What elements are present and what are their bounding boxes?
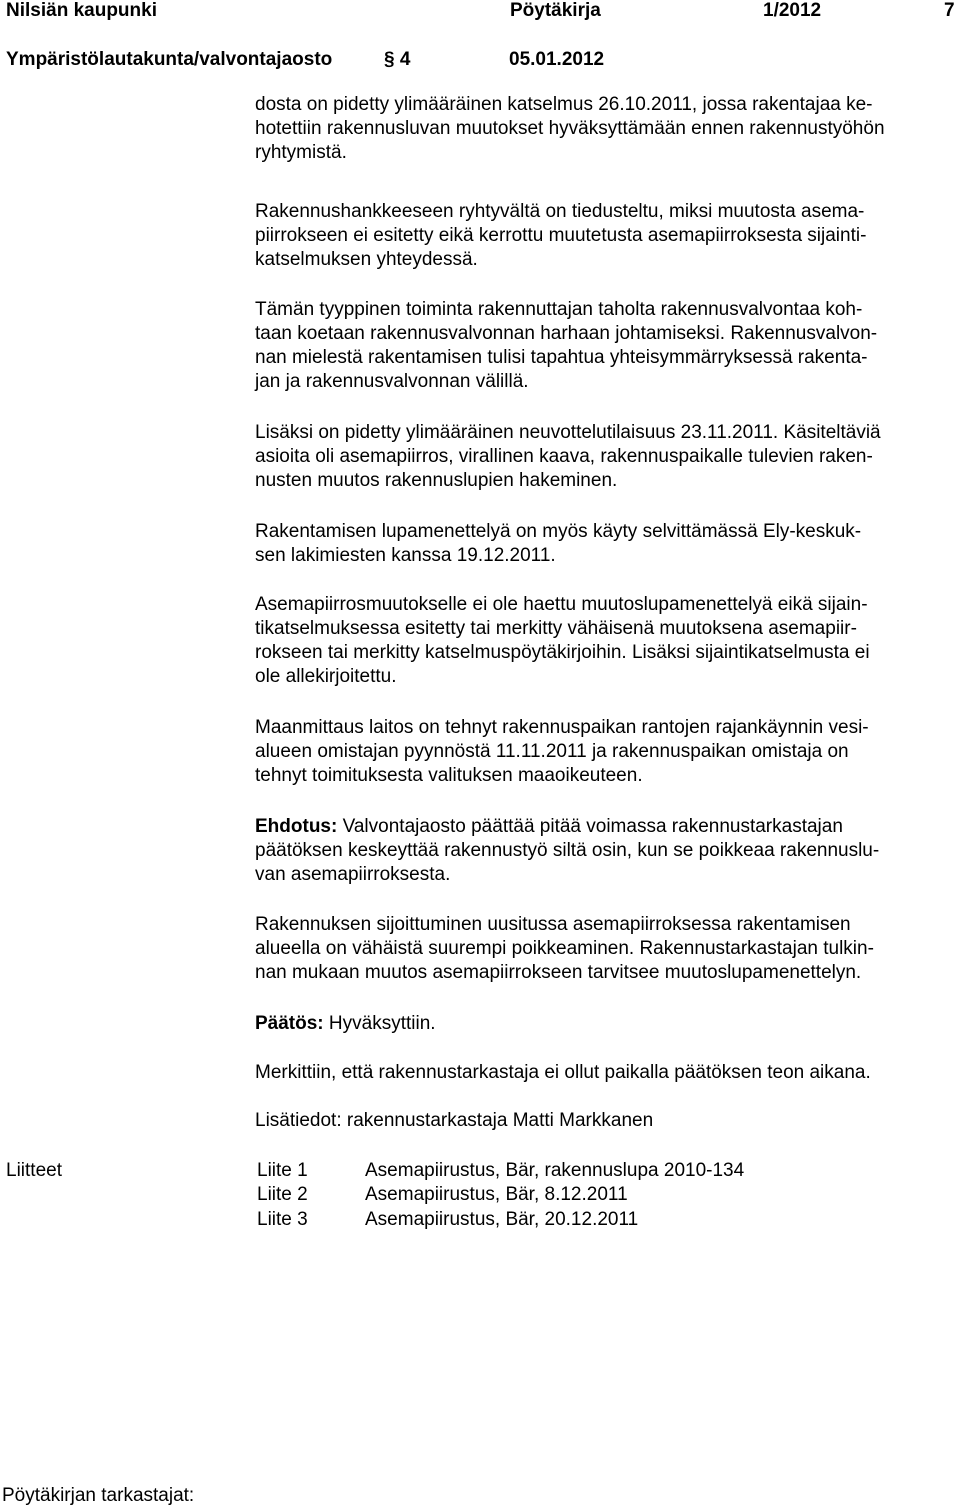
text-line: hotettiin rakennusluvan muutokset hyväksyttämään ennen rakennustyöhön (255, 118, 885, 139)
municipality-name: Nilsiän kaupunki (6, 0, 157, 21)
proposal (255, 815, 958, 887)
attachment-description: Asemapiirustus, Bär, 8.12.2011 (365, 1184, 628, 1205)
paragraph-negotiation (255, 421, 958, 493)
text-line: ole allekirjoitettu. (255, 666, 397, 687)
document-type: Pöytäkirja (510, 0, 601, 21)
inspectors-label: Pöytäkirjan tarkastajat: (2, 1485, 195, 1506)
paragraph-land-survey (255, 716, 958, 788)
decision-line (255, 1012, 958, 1036)
paragraph-inquiry (255, 200, 958, 272)
additional-info (255, 1109, 958, 1133)
text-line: Asemapiirrosmuutokselle ei ole haettu muutoslupamenettelyä eikä sijain- (255, 594, 868, 615)
paragraph-site-plan-change (255, 593, 958, 689)
text-line: Rakennuksen sijoittuminen uusitussa asemapiirroksessa rakentamisen (255, 914, 851, 935)
text-line: nan mukaan muutos asemapiirrokseen tarvitsee muutoslupamenettelyn. (255, 962, 862, 983)
text-line: päätöksen keskeyttää rakennustyö siltä osin, kun se poikkeaa rakennuslu- (255, 840, 880, 861)
text-line: sen lakimiesten kanssa 19.12.2011. (255, 545, 556, 566)
section-marker: § 4 (384, 49, 411, 70)
text-line: tehnyt toimituksesta valituksen maaoikeuteen. (255, 765, 643, 786)
text-line: asioita oli asemapiirros, virallinen kaava, rakennuspaikalle tulevien raken- (255, 446, 873, 467)
text-line: alueella on vähäistä suurempi poikkeaminen. Rakennustarkastajan tulkin- (255, 938, 874, 959)
decision-label: Päätös: (255, 1013, 324, 1034)
additional-info-text: Lisätiedot: rakennustarkastaja Matti Markkanen (255, 1110, 654, 1131)
paragraph-deviation (255, 913, 958, 985)
text-line: rokseen tai merkitty katselmuspöytäkirjoihin. Lisäksi sijaintikatselmusta ei (255, 642, 870, 663)
document-number: 1/2012 (763, 0, 822, 21)
text-line: van asemapiirroksesta. (255, 864, 451, 885)
proposal-text: Valvontajaosto päättää pitää voimassa rakennustarkastajan (337, 816, 843, 837)
text-line: alueen omistajan pyynnöstä 11.11.2011 ja rakennuspaikan omistaja on (255, 741, 849, 762)
proposal-label: Ehdotus: (255, 816, 338, 837)
paragraph-inspection (255, 93, 958, 165)
text-line: piirrokseen ei esitetty eikä kerrottu muutetusta asemapiirroksesta sijainti- (255, 225, 867, 246)
attachments-label: Liitteet (6, 1160, 62, 1181)
paragraph-conduct (255, 298, 958, 394)
text-line: nan mielestä rakentamisen tulisi tapahtua yhteisymmärryksessä rakenta- (255, 347, 868, 368)
proposal-first-line (255, 815, 958, 839)
text-line: jan ja rakennusvalvonnan välillä. (255, 371, 529, 392)
paragraph-permit-process (255, 520, 958, 568)
text-line: dosta on pidetty ylimääräinen katselmus 26.10.2011, jossa rakentajaa ke- (255, 94, 873, 115)
text-line: Maanmittaus laitos on tehnyt rakennuspaikan rantojen rajankäynnin vesi- (255, 717, 869, 738)
note-text: Merkittiin, että rakennustarkastaja ei ollut paikalla päätöksen teon aikana. (255, 1062, 871, 1083)
attachment-id: Liite 3 (257, 1209, 308, 1230)
decision (255, 1012, 958, 1036)
text-line: Tämän tyyppinen toiminta rakennuttajan taholta rakennusvalvontaa koh- (255, 299, 863, 320)
text-line: Lisäksi on pidetty ylimääräinen neuvottelutilaisuus 23.11.2011. Käsiteltäviä (255, 422, 881, 443)
attachment-description: Asemapiirustus, Bär, rakennuslupa 2010-134 (365, 1160, 745, 1181)
text-line: ryhtymistä. (255, 142, 347, 163)
text-line: katselmuksen yhteydessä. (255, 249, 478, 270)
meeting-date: 05.01.2012 (509, 49, 605, 70)
decision-text: Hyväksyttiin. (323, 1013, 436, 1034)
text-line: Rakentamisen lupamenettelyä on myös käyty selvittämässä Ely-keskuk- (255, 521, 862, 542)
attachment-id: Liite 2 (257, 1184, 308, 1205)
text-line: nusten muutos rakennuslupien hakeminen. (255, 470, 618, 491)
text-line: taan koetaan rakennusvalvonnan harhaan johtamiseksi. Rakennusvalvon- (255, 323, 878, 344)
page-number: 7 (944, 0, 955, 21)
committee-name: Ympäristölautakunta/valvontajaosto (6, 49, 333, 70)
text-line: Rakennushankkeeseen ryhtyvältä on tiedusteltu, miksi muutosta asema- (255, 201, 865, 222)
text-line: tikatselmuksessa esitetty tai merkitty vähäisenä muutoksena asemapiir- (255, 618, 857, 639)
attachment-description: Asemapiirustus, Bär, 20.12.2011 (365, 1209, 639, 1230)
attachment-id: Liite 1 (257, 1160, 308, 1181)
note (255, 1061, 958, 1085)
